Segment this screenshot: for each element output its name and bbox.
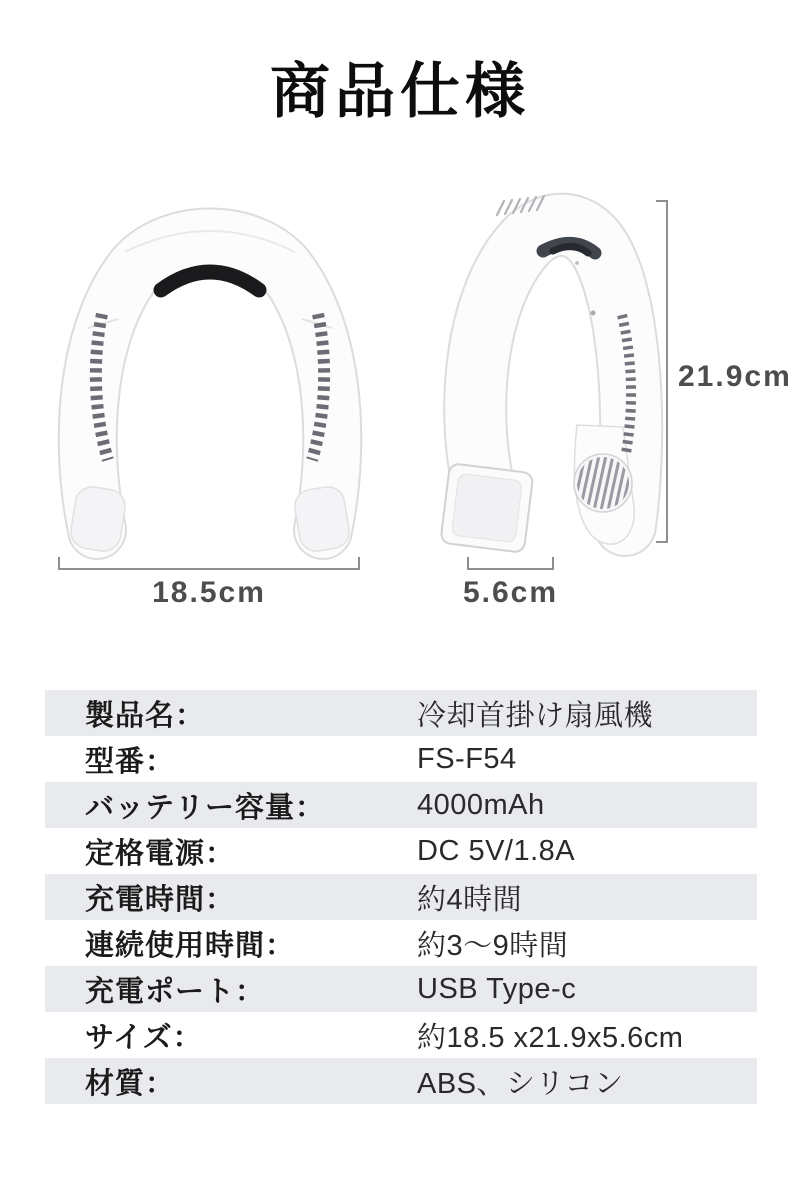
spec-label: 定格電源： <box>85 837 236 870</box>
indicator-dot-small <box>575 261 579 265</box>
spec-label: 充電ポート： <box>85 975 266 1008</box>
spec-value: USB Type-c <box>417 972 577 1005</box>
spec-label: 充電時間： <box>85 883 236 916</box>
spec-label: 型番： <box>85 745 176 778</box>
table-row <box>45 1012 757 1058</box>
table-row <box>45 1058 757 1104</box>
table-row <box>45 828 757 874</box>
width-dimension-line <box>58 557 360 570</box>
right-tip-panel <box>292 484 351 553</box>
table-row <box>45 966 757 1012</box>
table-row <box>45 736 757 782</box>
touch-panel <box>440 463 533 553</box>
spec-label: 材質： <box>85 1067 176 1100</box>
height-dimension-label: 21.9cm <box>678 360 792 393</box>
spec-value: 4000mAh <box>417 788 545 821</box>
spec-label: 連続使用時間： <box>85 929 296 962</box>
neck-fan-front-view-image <box>55 192 365 564</box>
depth-dimension-line <box>467 557 554 570</box>
spec-value: 約3〜9時間 <box>417 929 569 962</box>
spec-value: 約18.5 x21.9x5.6cm <box>417 1021 684 1054</box>
spec-value: 約4時間 <box>417 883 523 916</box>
page-title: 商品仕様 <box>270 58 530 125</box>
table-row <box>45 874 757 920</box>
spec-label: バッテリー容量： <box>85 791 326 824</box>
left-tip-panel <box>68 484 127 553</box>
width-dimension-label: 18.5cm <box>152 576 266 609</box>
neck-fan-side-view-image <box>425 185 670 560</box>
spec-value: ABS、シリコン <box>417 1067 624 1100</box>
table-row <box>45 690 757 736</box>
spec-value: 冷却首掛け扇風機 <box>417 699 654 732</box>
spec-table <box>45 690 757 1104</box>
inner-top-dark-strip <box>161 272 259 290</box>
spec-value: FS-F54 <box>417 742 517 775</box>
spec-label: サイズ： <box>85 1021 203 1054</box>
table-row <box>45 920 757 966</box>
indicator-dot <box>591 311 596 316</box>
spec-label: 製品名： <box>85 699 206 732</box>
table-row <box>45 782 757 828</box>
spec-value: DC 5V/1.8A <box>417 834 576 867</box>
depth-dimension-label: 5.6cm <box>462 576 559 609</box>
height-dimension-line <box>656 200 668 543</box>
